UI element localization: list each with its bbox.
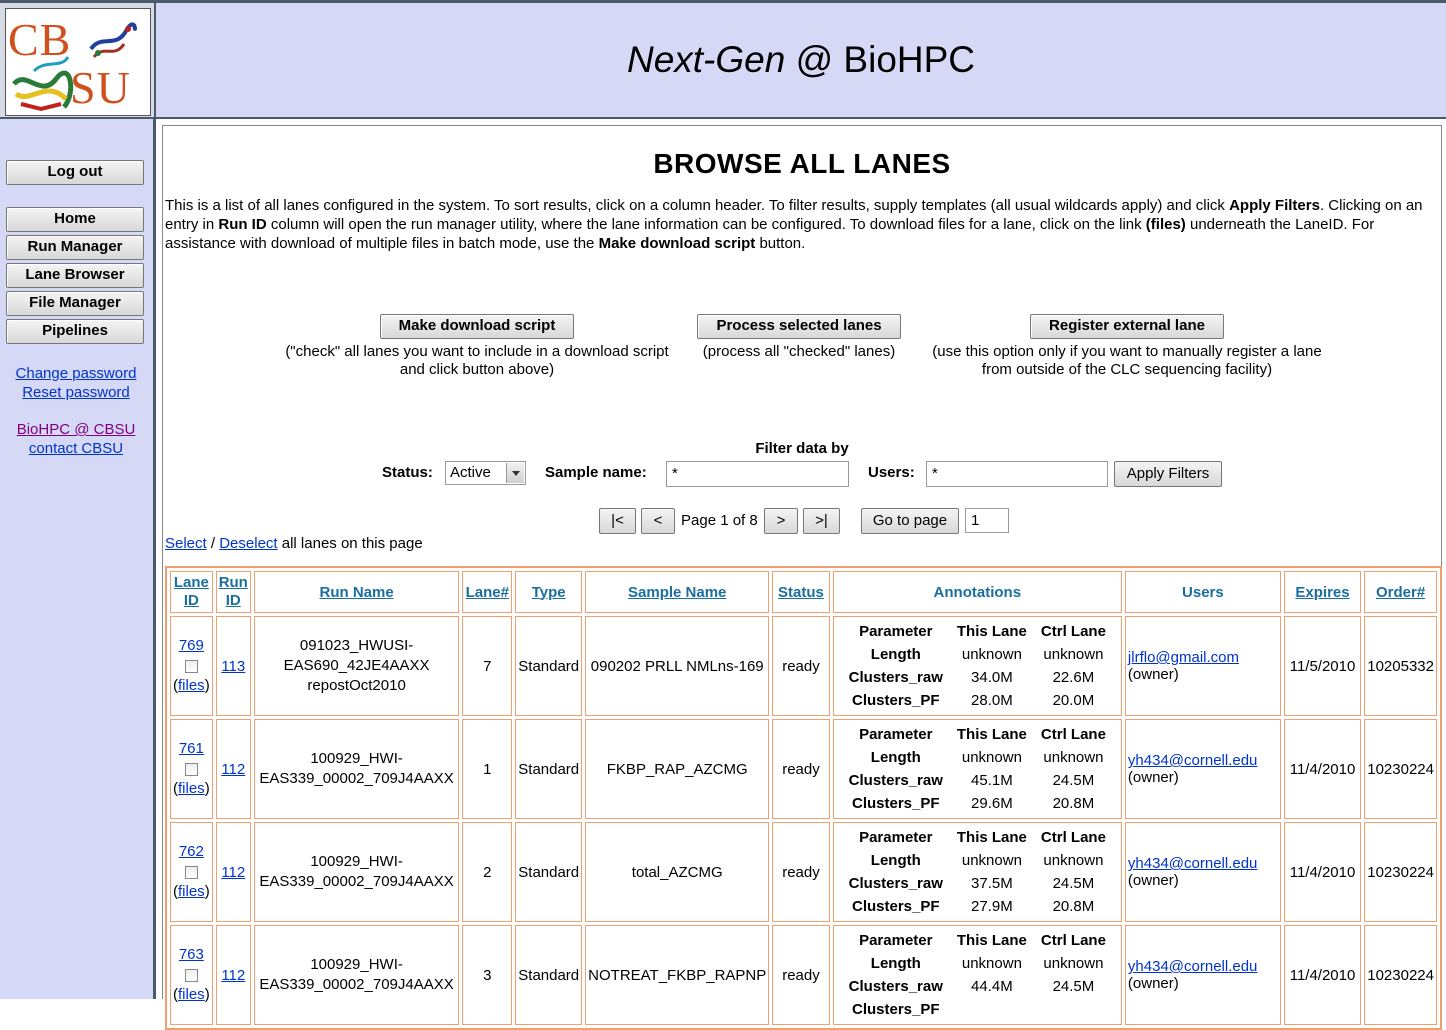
sample-name-filter-input[interactable]: *	[666, 461, 849, 487]
expires-cell: 11/4/2010	[1284, 925, 1361, 1025]
annot-header-ctrl-lane: Ctrl Lane	[1040, 932, 1106, 949]
files-paren: (	[173, 677, 178, 694]
logo-text-bottom: SU	[70, 62, 131, 113]
annot-this-lane-value: 28.0M	[971, 692, 1013, 709]
col-sample-name-link[interactable]: Sample Name	[628, 583, 727, 601]
protein-structure-icon	[6, 9, 152, 117]
col-run-id[interactable]	[216, 571, 251, 613]
annot-header-parameter: Parameter	[859, 932, 933, 949]
files-link[interactable]: files	[178, 986, 205, 1003]
logo-text-top: CB	[8, 14, 72, 65]
files-link[interactable]: files	[178, 883, 205, 900]
lane-id-link[interactable]: 762	[178, 843, 204, 860]
annotations-cell	[833, 719, 1122, 819]
process-lanes-block	[693, 314, 905, 361]
annot-header-ctrl-lane: Ctrl Lane	[1040, 623, 1106, 640]
table-row	[170, 925, 1437, 1025]
apply-filters-button[interactable]: Apply Filters	[1114, 461, 1222, 487]
lane-id-link[interactable]: 763	[178, 946, 204, 963]
lane-id-cell	[170, 719, 213, 819]
run-name-line: EAS339_00002_709J4AAXX	[259, 976, 454, 993]
annot-this-lane-value: 37.5M	[971, 875, 1013, 892]
annot-ctrl-lane-value: 24.5M	[1052, 772, 1095, 789]
sample-name-cell: FKBP_RAP_AZCMG	[585, 719, 769, 819]
biohpc-link[interactable]: BioHPC @ CBSU	[16, 421, 136, 438]
run-name-line: EAS339_00002_709J4AAXX	[259, 873, 454, 890]
annot-key: Length	[870, 749, 921, 766]
go-to-page-button[interactable]: Go to page	[861, 508, 959, 534]
annotation-table	[842, 929, 1113, 1021]
run-name-cell	[254, 925, 459, 1025]
run-name-line: 100929_HWI-	[310, 853, 403, 870]
col-type-link[interactable]: Type	[531, 583, 566, 601]
files-paren: (	[173, 780, 178, 797]
annot-this-lane-value: 27.9M	[971, 898, 1013, 915]
expires-cell: 11/4/2010	[1284, 822, 1361, 922]
annot-header-ctrl-lane: Ctrl Lane	[1040, 829, 1106, 846]
files-paren-close: )	[204, 780, 210, 797]
user-email-link[interactable]: yh434@cornell.edu	[1127, 958, 1258, 975]
col-status[interactable]	[772, 571, 829, 613]
run-name-line: 100929_HWI-	[310, 956, 403, 973]
annot-header-this-lane: This Lane	[956, 726, 1027, 743]
files-link[interactable]: files	[178, 677, 205, 694]
next-page-button[interactable]: >	[764, 508, 798, 534]
sample-name-cell: NOTREAT_FKBP_RAPNP	[585, 925, 769, 1025]
annotation-table	[842, 723, 1113, 815]
run-name-line: EAS339_00002_709J4AAXX	[259, 770, 454, 787]
run-name-line: 091023_HWUSI-	[299, 637, 414, 654]
users-filter-label: Users:	[868, 464, 915, 481]
intro-text-2: . Clicking on an entry in	[165, 197, 1423, 233]
annot-header-parameter: Parameter	[859, 623, 933, 640]
selection-text: all lanes on this page	[277, 535, 423, 552]
order-cell: 10230224	[1364, 925, 1437, 1025]
status-filter-select[interactable]	[445, 461, 526, 485]
sample-name-cell: total_AZCMG	[585, 822, 769, 922]
files-paren: (	[173, 986, 178, 1003]
deselect-all-link[interactable]: Deselect	[219, 535, 278, 552]
owner-label: (owner)	[1127, 872, 1179, 889]
annot-this-lane-value: 45.1M	[971, 772, 1013, 789]
col-users: Users	[1125, 571, 1281, 613]
annotations-cell	[833, 616, 1122, 716]
col-run-id-line1[interactable]: Run	[218, 574, 248, 591]
annot-this-lane-value: unknown	[961, 852, 1022, 869]
run-name-line: EAS690_42JE4AAXX	[283, 657, 430, 674]
status-cell: ready	[772, 822, 829, 922]
annot-ctrl-lane-value: 24.5M	[1052, 875, 1095, 892]
col-lane-id-line1[interactable]: Lane	[173, 574, 209, 591]
users-cell	[1125, 719, 1281, 819]
lane-number-cell: 7	[462, 616, 512, 716]
users-cell	[1125, 822, 1281, 922]
user-email-link[interactable]: yh434@cornell.edu	[1127, 855, 1258, 872]
table-row	[170, 719, 1437, 819]
page-indicator: Page 1 of 8	[681, 512, 758, 529]
annot-key: Clusters_raw	[848, 875, 943, 892]
run-id-cell	[216, 925, 251, 1025]
owner-label: (owner)	[1127, 769, 1179, 786]
nav-pipelines-button[interactable]: Pipelines	[6, 319, 144, 344]
annot-this-lane-value	[950, 998, 1034, 1021]
annot-header-this-lane: This Lane	[956, 829, 1027, 846]
intro-text-1: This is a list of all lanes configured in the system. To sort results, click on a column header. To filter results, supply templates (all usual wildcards apply) and click	[165, 197, 1230, 214]
annot-ctrl-lane-value: unknown	[1043, 749, 1104, 766]
annot-key: Clusters_PF	[852, 795, 940, 812]
files-paren: (	[173, 883, 178, 900]
annot-this-lane-value: unknown	[961, 646, 1022, 663]
table-header-row	[170, 571, 1437, 613]
annot-ctrl-lane-value: 22.6M	[1052, 669, 1095, 686]
lane-select-checkbox[interactable]	[185, 866, 198, 879]
chevron-down-icon[interactable]	[506, 463, 524, 483]
lane-id-link[interactable]: 769	[178, 637, 204, 654]
expires-cell: 11/4/2010	[1284, 719, 1361, 819]
annotations-cell	[833, 925, 1122, 1025]
run-id-cell	[216, 719, 251, 819]
contact-cbsu-link[interactable]: contact CBSU	[28, 440, 124, 457]
col-lane-id[interactable]	[170, 571, 213, 613]
col-lane-id-line2[interactable]: ID	[183, 592, 199, 609]
site-title	[627, 39, 975, 81]
annot-header-ctrl-lane: Ctrl Lane	[1040, 726, 1106, 743]
logout-button[interactable]: Log out	[6, 160, 144, 185]
annot-header-parameter: Parameter	[859, 829, 933, 846]
run-name-line: repostOct2010	[307, 677, 406, 694]
order-cell: 10230224	[1364, 719, 1437, 819]
annot-ctrl-lane-value: unknown	[1043, 852, 1104, 869]
status-filter-value: Active	[450, 464, 491, 481]
status-cell: ready	[772, 925, 829, 1025]
register-note-line2: from outside of the CLC sequencing facility)	[981, 361, 1273, 378]
annot-key: Clusters_raw	[848, 669, 943, 686]
filter-title: Filter data by	[755, 440, 849, 457]
run-id-cell	[216, 616, 251, 716]
cbsu-logo	[5, 8, 151, 116]
order-cell: 10230224	[1364, 822, 1437, 922]
col-run-id-line2[interactable]: ID	[225, 592, 241, 609]
go-to-page-input[interactable]: 1	[965, 508, 1009, 533]
make-download-script-button[interactable]: Make download script	[380, 314, 575, 339]
files-link[interactable]: files	[178, 780, 205, 797]
run-id-link[interactable]: 113	[221, 657, 246, 675]
annot-header-this-lane: This Lane	[956, 623, 1027, 640]
sidebar	[0, 119, 156, 999]
lane-id-cell	[170, 925, 213, 1025]
col-lane-number-link[interactable]: Lane#	[465, 583, 509, 601]
annot-this-lane-value: 34.0M	[971, 669, 1013, 686]
run-id-link[interactable]: 112	[221, 863, 246, 881]
annot-ctrl-lane-value: unknown	[1043, 955, 1104, 972]
col-order-link[interactable]: Order#	[1376, 583, 1426, 601]
site-title-prefix: Next-Gen	[626, 39, 786, 80]
annot-this-lane-value: unknown	[961, 955, 1022, 972]
col-lane-number[interactable]	[462, 571, 512, 613]
intro-text-3: column will open the run manager utility, where the lane information can be configured. To download files for a lane, click on the link	[266, 216, 1146, 233]
lane-id-cell	[170, 822, 213, 922]
select-all-link[interactable]: Select	[165, 535, 207, 552]
annot-ctrl-lane-value: 20.0M	[1052, 692, 1095, 709]
lanes-table	[167, 568, 1440, 1028]
annotations-cell	[833, 822, 1122, 922]
annot-key: Length	[870, 852, 921, 869]
nav-run-manager-button[interactable]: Run Manager	[6, 235, 144, 260]
last-page-button[interactable]: >|	[803, 508, 840, 534]
col-sample-name[interactable]	[585, 571, 769, 613]
annot-header-parameter: Parameter	[859, 726, 933, 743]
users-filter-input[interactable]: *	[926, 461, 1108, 487]
col-expires-link[interactable]: Expires	[1295, 583, 1350, 601]
annot-this-lane-value: 44.4M	[971, 978, 1013, 995]
run-name-cell	[254, 616, 459, 716]
previous-page-button[interactable]: <	[641, 508, 675, 534]
annot-header-this-lane: This Lane	[956, 932, 1027, 949]
download-script-block	[275, 314, 679, 379]
user-email-link[interactable]: jlrflo@gmail.com	[1127, 649, 1240, 666]
register-note-line1: (use this option only if you want to manually register a lane	[932, 343, 1322, 360]
annot-key: Clusters_PF	[852, 898, 940, 915]
lane-id-link[interactable]: 761	[178, 740, 204, 757]
site-header	[156, 0, 1446, 119]
intro-bold-runid: Run ID	[218, 216, 267, 233]
register-lane-block	[915, 314, 1339, 379]
owner-label: (owner)	[1127, 975, 1179, 992]
first-page-button[interactable]: |<	[599, 508, 636, 534]
annot-ctrl-lane-value: 20.8M	[1052, 898, 1095, 915]
user-email-link[interactable]: yh434@cornell.edu	[1127, 752, 1258, 769]
intro-bold-files: (files)	[1145, 216, 1186, 233]
intro-bold-download: Make download script	[598, 235, 756, 252]
order-cell: 10205332	[1364, 616, 1437, 716]
selection-controls	[165, 535, 423, 552]
annot-ctrl-lane-value: 24.5M	[1052, 978, 1095, 995]
type-cell: Standard	[515, 822, 582, 922]
status-cell: ready	[772, 616, 829, 716]
annot-key: Length	[870, 646, 921, 663]
type-cell: Standard	[515, 925, 582, 1025]
sample-name-cell: 090202 PRLL NMLns-169	[585, 616, 769, 716]
lane-select-checkbox[interactable]	[185, 660, 198, 673]
annotation-table	[842, 620, 1113, 712]
col-expires[interactable]	[1284, 571, 1361, 613]
page-title: BROWSE ALL LANES	[653, 148, 951, 179]
col-status-link[interactable]: Status	[778, 583, 824, 601]
site-title-suffix: @ BioHPC	[785, 39, 976, 80]
annot-key: Clusters_PF	[852, 1001, 940, 1018]
run-name-cell	[254, 719, 459, 819]
col-run-name[interactable]	[254, 571, 459, 613]
selection-separator: /	[206, 535, 220, 552]
run-id-link[interactable]: 112	[221, 966, 246, 984]
annot-key: Clusters_PF	[852, 692, 940, 709]
sample-name-filter-label: Sample name:	[545, 464, 647, 481]
intro-paragraph	[165, 196, 1437, 253]
annot-key: Clusters_raw	[848, 978, 943, 995]
intro-text-5: button.	[755, 235, 806, 252]
annotation-table	[842, 826, 1113, 918]
expires-cell: 11/5/2010	[1284, 616, 1361, 716]
col-run-name-link[interactable]: Run Name	[319, 583, 394, 601]
download-note-line2: and click button above)	[399, 361, 555, 378]
nav-lane-browser-button[interactable]: Lane Browser	[6, 263, 144, 288]
files-paren-close: )	[204, 883, 210, 900]
annot-ctrl-lane-value: unknown	[1043, 646, 1104, 663]
lane-number-cell: 1	[462, 719, 512, 819]
annot-this-lane-value: 29.6M	[971, 795, 1013, 812]
type-cell: Standard	[515, 719, 582, 819]
table-row	[170, 822, 1437, 922]
lane-id-cell	[170, 616, 213, 716]
intro-bold-apply: Apply Filters	[1229, 197, 1320, 214]
download-note-line1: ("check" all lanes you want to include in a download script	[285, 343, 669, 360]
owner-label: (owner)	[1127, 666, 1179, 683]
register-external-lane-button[interactable]: Register external lane	[1030, 314, 1224, 339]
lanes-table-container	[165, 566, 1442, 1030]
annot-this-lane-value: unknown	[961, 749, 1022, 766]
run-id-link[interactable]: 112	[221, 760, 246, 778]
annot-key: Clusters_raw	[848, 772, 943, 789]
run-id-cell	[216, 822, 251, 922]
annot-key: Length	[870, 955, 921, 972]
annot-ctrl-lane-value	[1034, 998, 1113, 1021]
change-password-link[interactable]: Change password	[15, 365, 137, 382]
main-content	[162, 125, 1442, 1018]
users-cell	[1125, 925, 1281, 1025]
files-paren-close: )	[204, 986, 210, 1003]
files-paren-close: )	[204, 677, 210, 694]
users-cell	[1125, 616, 1281, 716]
col-order[interactable]	[1364, 571, 1437, 613]
annot-ctrl-lane-value: 20.8M	[1052, 795, 1095, 812]
lane-number-cell: 3	[462, 925, 512, 1025]
process-note: (process all "checked" lanes)	[702, 343, 896, 360]
reset-password-link[interactable]: Reset password	[22, 384, 130, 401]
logo-panel	[0, 0, 156, 119]
process-selected-lanes-button[interactable]: Process selected lanes	[697, 314, 900, 339]
intro-text-4: underneath the LaneID. For assistance with download of multiple files in batch mode, use the	[165, 216, 1375, 252]
lane-select-checkbox[interactable]	[185, 969, 198, 982]
nav-home-button[interactable]: Home	[6, 207, 144, 232]
run-name-cell	[254, 822, 459, 922]
type-cell: Standard	[515, 616, 582, 716]
lane-select-checkbox[interactable]	[185, 763, 198, 776]
nav-file-manager-button[interactable]: File Manager	[6, 291, 144, 316]
run-name-line: 100929_HWI-	[310, 750, 403, 767]
lane-number-cell: 2	[462, 822, 512, 922]
status-filter-label: Status:	[382, 464, 433, 481]
col-annotations: Annotations	[833, 571, 1122, 613]
col-type[interactable]	[515, 571, 582, 613]
status-cell: ready	[772, 719, 829, 819]
table-row	[170, 616, 1437, 716]
